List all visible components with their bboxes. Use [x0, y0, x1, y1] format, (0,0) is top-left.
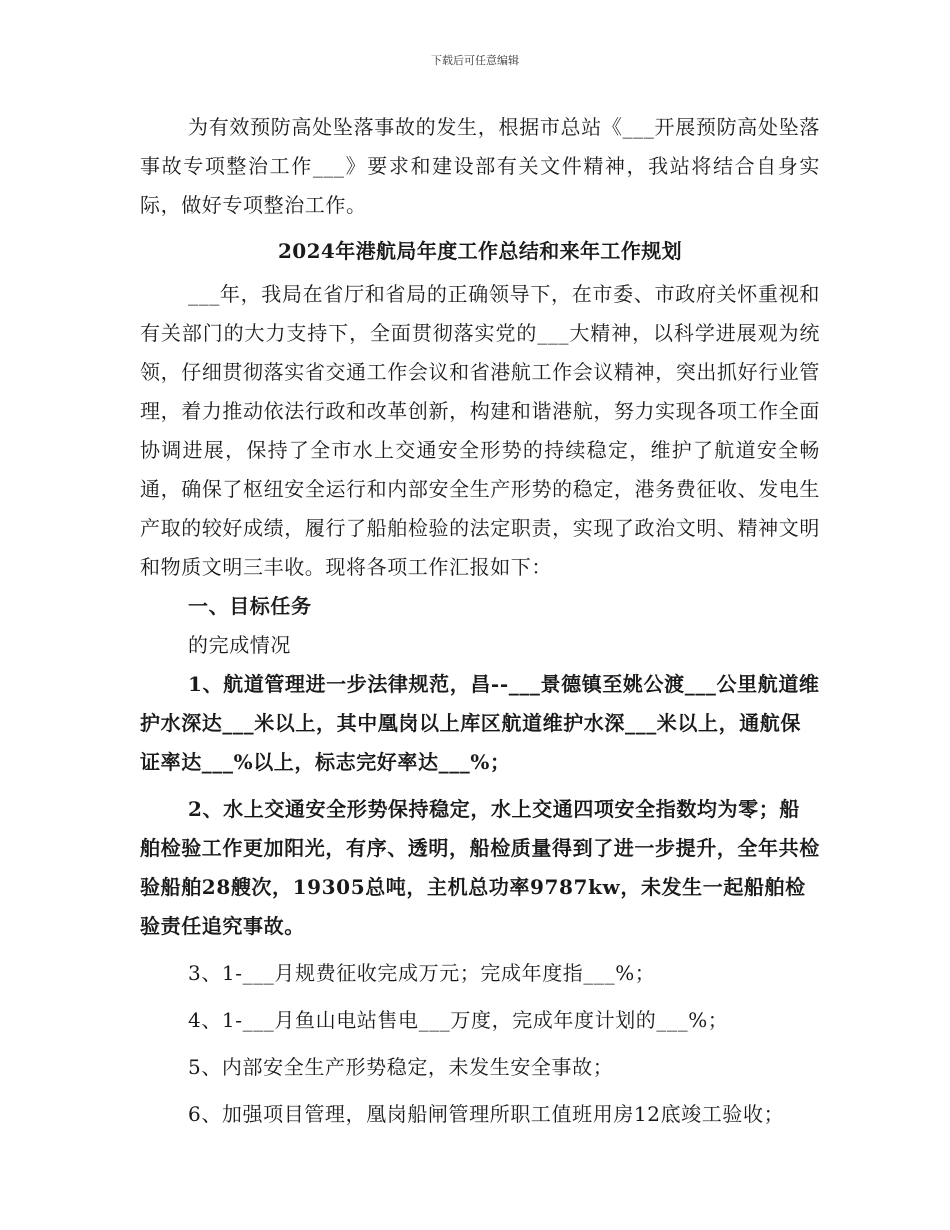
section-subheading: 的完成情况: [188, 633, 291, 657]
list-item: 4、1-___月鱼山电站售电___万度，完成年度计划的___%；: [188, 1008, 729, 1032]
section-heading: 一、目标任务: [188, 594, 312, 618]
document-title: 2024年港航局年度工作总结和来年工作规划: [277, 239, 683, 263]
list-item: 1、航道管理进一步法律规范，昌--___景德镇至姚公渡___公里航道维护水深达___米以上，其中凰岗以上库区航道维护水深___米以上，通航保证率达___%以上，标志完好率达___%；: [140, 672, 820, 774]
page-header: 下载后可任意编辑: [431, 54, 519, 67]
list-item: 2、水上交通安全形势保持稳定，水上交通四项安全指数均为零；船舶检验工作更加阳光，有序、透明，船检质量得到了进一步提升，全年共检验船舶28艘次，19305总吨，主机总功率9787kw，未发生一起船舶检验责任追究事故。: [140, 797, 820, 938]
list-item: 6、加强项目管理，凰岗船闸管理所职工值班用房12底竣工验收；: [188, 1102, 785, 1126]
list-item: 3、1-___月规费征收完成万元；完成年度指___%；: [188, 961, 656, 985]
document-body: [140, 108, 820, 1134]
intro-paragraph: 为有效预防高处坠落事故的发生，根据市总站《___开展预防高处坠落事故专项整治工作___》要求和建设部有关文件精神，我站将结合自身实际，做好专项整治工作。: [140, 115, 820, 217]
body-paragraph: ___年，我局在省厅和省局的正确领导下，在市委、市政府关怀重视和有关部门的大力支持下，全面贯彻落实党的___大精神，以科学进展观为统领，仔细贯彻落实省交通工作会议和省港航工作会议精神，突出抓好行业管理，着力推动依法行政和改革创新，构建和谐港航，努力实现各项工作全面协调进展，保持了全市水上交通安全形势的持续稳定，维护了航道安全畅通，确保了枢纽安全运行和内部安全生产形势的稳定，港务费征收、发电生产取的较好成绩，履行了船舶检验的法定职责，实现了政治文明、精神文明和物质文明三丰收。现将各项工作汇报如下：: [140, 282, 820, 579]
list-item: 5、内部安全生产形势稳定，未发生安全事故；: [188, 1055, 614, 1079]
